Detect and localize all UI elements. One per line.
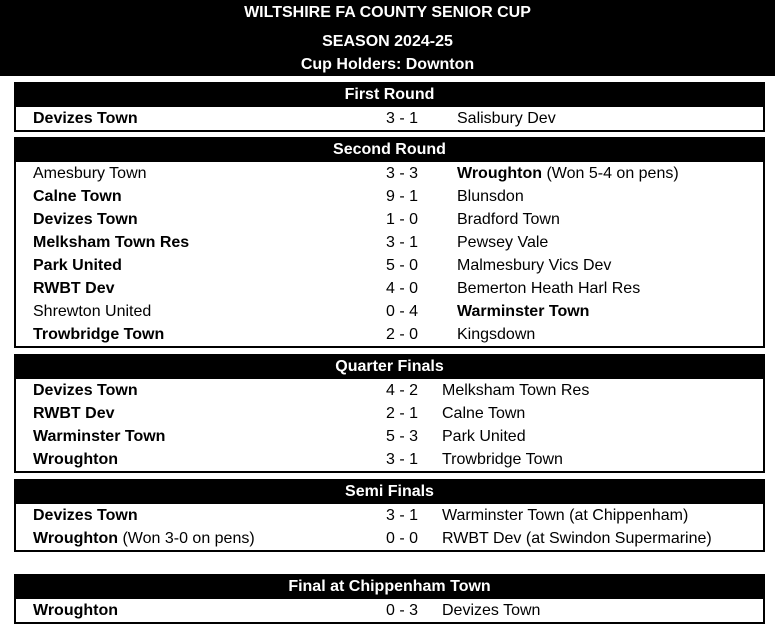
away-team	[457, 300, 589, 323]
home-team-note: (Won 3-0 on pens)	[118, 530, 255, 547]
away-team-name: Kingsdown	[457, 326, 536, 343]
home-team-name: RWBT Dev	[33, 405, 115, 422]
quarter-finals-section	[14, 354, 765, 473]
away-team	[457, 162, 679, 185]
away-team-name: Bemerton Heath Harl Res	[457, 280, 641, 297]
fixture-row	[16, 448, 763, 471]
home-team	[33, 277, 115, 300]
section-title: Final at Chippenham Town	[16, 576, 763, 598]
match-score: 3 - 1	[385, 507, 418, 524]
away-team-name: Melksham Town Res	[442, 382, 590, 399]
away-team-name: RWBT Dev (at Swindon Supermarine)	[442, 530, 712, 547]
home-team-name: Wroughton	[33, 530, 119, 547]
home-team	[33, 323, 164, 346]
away-team	[442, 599, 540, 622]
home-team-name: Calne Town	[33, 188, 122, 205]
home-team	[33, 185, 122, 208]
away-team	[442, 425, 526, 448]
match-score: 3 - 1	[385, 451, 418, 468]
home-team	[33, 231, 189, 254]
away-team-name: Warminster Town	[457, 303, 590, 320]
home-team-name: RWBT Dev	[33, 280, 115, 297]
match-score: 3 - 1	[385, 234, 418, 251]
away-team-name: Wroughton	[457, 165, 543, 182]
match-score: 0 - 3	[385, 602, 418, 619]
away-team-name: Trowbridge Town	[442, 451, 563, 468]
away-team	[457, 231, 548, 254]
home-team	[33, 425, 165, 448]
home-team-name: Amesbury Town	[33, 165, 147, 182]
home-team-name: Devizes Town	[33, 382, 138, 399]
season-label: SEASON 2024-25	[322, 33, 453, 50]
fixture-row	[16, 598, 763, 622]
away-team-name: Park United	[442, 428, 526, 445]
fixture-row	[16, 185, 763, 208]
away-team-name: Pewsey Vale	[457, 234, 549, 251]
away-team	[457, 277, 640, 300]
home-team-name: Devizes Town	[33, 211, 138, 228]
fixture-row	[16, 323, 763, 346]
fixture-row	[16, 300, 763, 323]
home-team-name: Melksham Town Res	[33, 234, 190, 251]
match-score: 2 - 0	[385, 326, 418, 343]
final-section	[14, 574, 765, 624]
match-score: 4 - 2	[385, 382, 418, 399]
away-team	[457, 208, 560, 231]
fixture-row	[16, 277, 763, 300]
home-team-name: Trowbridge Town	[33, 326, 165, 343]
fixture-row	[16, 503, 763, 527]
away-team-note: (Won 5-4 on pens)	[542, 165, 679, 182]
away-team-name: Devizes Town	[442, 602, 541, 619]
home-team	[33, 379, 138, 402]
match-score: 0 - 0	[385, 530, 418, 547]
fixture-row	[16, 208, 763, 231]
fixtures-list	[16, 106, 763, 130]
cup-holders-label: Cup Holders: Downton	[300, 56, 475, 73]
fixture-row	[16, 425, 763, 448]
fixture-row	[16, 527, 763, 550]
fixtures-list	[16, 503, 763, 550]
home-team-name: Park United	[33, 257, 122, 274]
fixtures-list	[16, 598, 763, 622]
cup-header	[0, 0, 775, 76]
match-score: 3 - 1	[385, 110, 418, 127]
away-team-name: Blunsdon	[457, 188, 524, 205]
home-team	[33, 599, 118, 622]
fixture-row	[16, 106, 763, 130]
home-team	[33, 402, 115, 425]
home-team	[33, 504, 138, 527]
away-team	[442, 504, 688, 527]
away-team	[442, 402, 525, 425]
away-team	[442, 379, 589, 402]
fixtures-list	[16, 161, 763, 346]
semi-finals-section	[14, 479, 765, 552]
match-score: 9 - 1	[385, 188, 418, 205]
home-team	[33, 162, 147, 185]
match-score: 0 - 4	[385, 303, 418, 320]
away-team	[442, 527, 712, 550]
section-title: Second Round	[16, 139, 763, 161]
home-team	[33, 208, 138, 231]
match-score: 5 - 3	[385, 428, 418, 445]
home-team-name: Wroughton	[33, 602, 119, 619]
home-team-name: Shrewton United	[33, 303, 152, 320]
away-team-name: Malmesbury Vics Dev	[457, 257, 612, 274]
away-team	[457, 323, 535, 346]
fixtures-list	[16, 378, 763, 471]
fixture-row	[16, 161, 763, 185]
home-team-name: Devizes Town	[33, 507, 138, 524]
section-title: Semi Finals	[16, 481, 763, 503]
fixture-row	[16, 402, 763, 425]
away-team	[457, 185, 524, 208]
home-team-name: Wroughton	[33, 451, 119, 468]
away-team	[457, 107, 556, 130]
away-team-name: Warminster Town (at Chippenham)	[442, 507, 689, 524]
away-team	[457, 254, 611, 277]
competition-title: WILTSHIRE FA COUNTY SENIOR CUP	[244, 4, 531, 21]
match-score: 3 - 3	[385, 165, 418, 182]
home-team	[33, 300, 151, 323]
home-team	[33, 254, 122, 277]
match-score: 1 - 0	[385, 211, 418, 228]
section-title: Quarter Finals	[16, 356, 763, 378]
away-team-name: Salisbury Dev	[457, 110, 556, 127]
match-score: 5 - 0	[385, 257, 418, 274]
first-round-section	[14, 82, 765, 132]
second-round-section	[14, 137, 765, 348]
home-team-name: Warminster Town	[33, 428, 166, 445]
away-team	[442, 448, 563, 471]
fixture-row	[16, 231, 763, 254]
away-team-name: Bradford Town	[457, 211, 560, 228]
fixture-row	[16, 378, 763, 402]
home-team	[33, 107, 138, 130]
home-team	[33, 527, 255, 550]
match-score: 4 - 0	[385, 280, 418, 297]
home-team-name: Devizes Town	[33, 110, 138, 127]
fixture-row	[16, 254, 763, 277]
section-title: First Round	[16, 84, 763, 106]
home-team	[33, 448, 118, 471]
away-team-name: Calne Town	[442, 405, 526, 422]
match-score: 2 - 1	[385, 405, 418, 422]
